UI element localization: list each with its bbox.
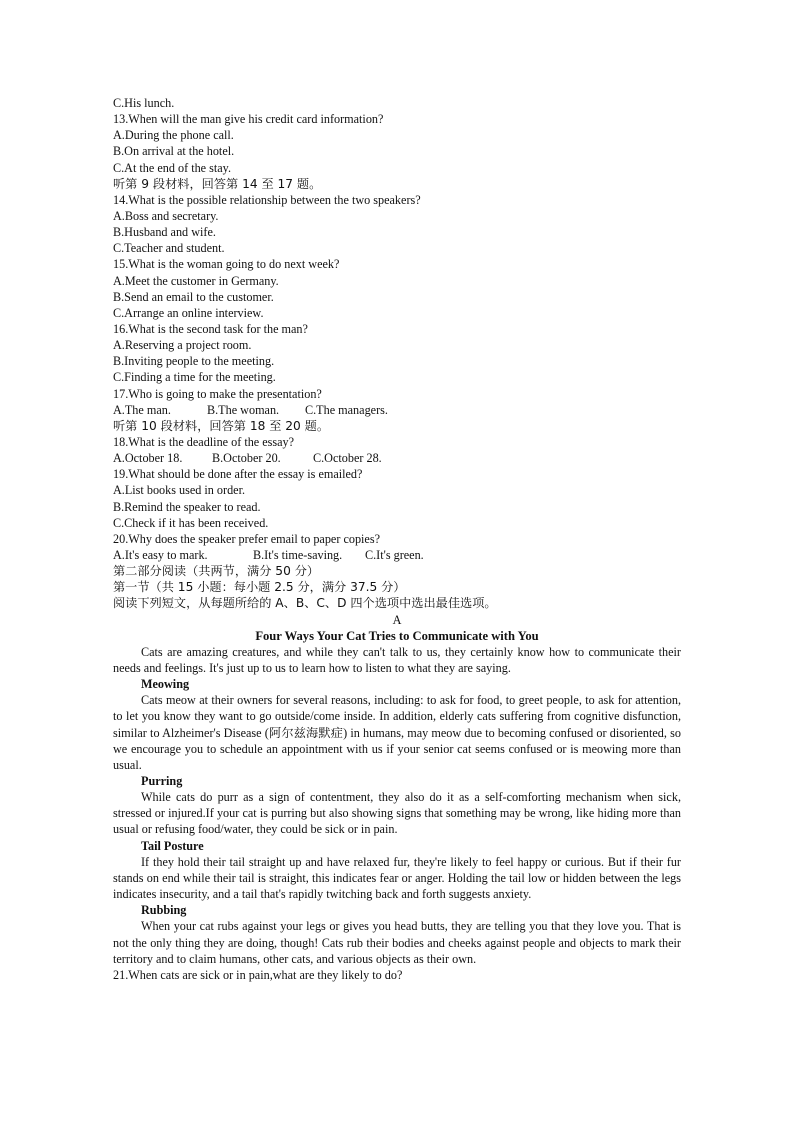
passage-intro: Cats are amazing creatures, and while they can't talk to us, they certainly know how to communicate their needs and feelings. It's just up to us to learn how to listen to what they are saying.	[113, 644, 681, 675]
option-line: A.Reserving a project room.	[113, 338, 252, 353]
option-c: C.October 28.	[313, 451, 382, 466]
section-text-purring: While cats do purr as a sign of contentment, they also do it as a self-comforting mechanism when sick, stressed or injured.If your cat is purring but also showing signs that something may be wrong, like hiding more than usual or refusing food/water, they could be sick or in pain.	[113, 790, 681, 837]
q17-options	[113, 402, 681, 418]
question-line: 13.When will the man give his credit card information?	[113, 112, 384, 127]
option-line: B.Remind the speaker to read.	[113, 499, 261, 514]
option-a: A.It's easy to mark.	[113, 547, 208, 562]
section-heading-tail-posture: Tail Posture	[141, 838, 204, 853]
option-line: B.Inviting people to the meeting.	[113, 354, 275, 369]
option-line: A.List books used in order.	[113, 483, 246, 498]
option-c: C.It's green.	[365, 547, 424, 562]
option-line: C.His lunch.	[113, 96, 175, 110]
question-line: 18.What is the deadline of the essay?	[113, 434, 295, 449]
option-line: B.Husband and wife.	[113, 225, 216, 240]
question-line: 14.What is the possible relationship between the two speakers?	[113, 192, 421, 207]
part-title: 第二部分阅读（共两节，满分 50 分）	[113, 564, 320, 579]
option-line: B.On arrival at the hotel.	[113, 144, 235, 159]
option-b: B.October 20.	[212, 451, 281, 466]
instructions: 阅读下列短文，从每题所给的 A、B、C、D 四个选项中选出最佳选项。	[113, 596, 497, 611]
section-heading-purring: Purring	[141, 774, 183, 789]
section-text-meowing: Cats meow at their owners for several reasons, including: to ask for food, to greet people, to ask for attention, to let you know they want to go outside/come inside. In addition, elderly cats suffering from cognitive disfunction, similar to Alzheimer's Disease (阿尔兹海默症) in humans, may meow due to becoming confused or disoriented, so we encourage you to schedule an appointment with us if your senior cat seems confused or is meowing more than usual.	[113, 693, 681, 772]
option-line: C.Arrange an online interview.	[113, 305, 264, 320]
question-line: 19.What should be done after the essay is emailed?	[113, 467, 363, 482]
option-line: A.During the phone call.	[113, 128, 234, 143]
option-b: B.It's time-saving.	[253, 547, 343, 562]
section-text-tail-posture: If they hold their tail straight up and have relaxed fur, they're likely to feel happy or curious. But if their fur stands on end while their tail is straight, this indicates fear or anger. Holding the tail low or hidden between the legs indicates insecurity, and a tail that's rapidly twitching back and forth suggests anxiety.	[113, 854, 681, 902]
option-a: A.October 18.	[113, 451, 183, 466]
passage-title: Four Ways Your Cat Tries to Communicate with You	[255, 628, 539, 643]
exam-page	[113, 95, 681, 983]
question-line: 21.When cats are sick or in pain,what are they likely to do?	[113, 967, 403, 982]
q18-options	[113, 450, 681, 466]
section-instruction: 听第 10 段材料，回答第 18 至 20 题。	[113, 418, 330, 433]
option-line: C.At the end of the stay.	[113, 160, 232, 175]
passage-label: A	[392, 612, 402, 627]
section-heading-rubbing: Rubbing	[141, 903, 187, 918]
option-c: C.The managers.	[305, 402, 388, 417]
option-a: A.The man.	[113, 402, 171, 417]
section-text-rubbing: When your cat rubs against your legs or gives you head butts, they are telling you that they love you. That is not the only thing they are doing, though! Cats rub their bodies and cheeks against people and objects to mark their territory and to claim humans, other cats, and various objects as their own.	[113, 919, 681, 966]
question-line: 15.What is the woman going to do next week?	[113, 257, 340, 272]
option-line: C.Check if it has been received.	[113, 515, 269, 530]
option-b: B.The woman.	[207, 402, 280, 417]
option-line: A.Meet the customer in Germany.	[113, 273, 279, 288]
option-line: A.Boss and secretary.	[113, 208, 219, 223]
option-line: C.Finding a time for the meeting.	[113, 370, 276, 385]
section-instruction: 听第 9 段材料，回答第 14 至 17 题。	[113, 176, 322, 191]
section-title: 第一节（共 15 小题：每小题 2.5 分，满分 37.5 分）	[113, 580, 406, 595]
option-line: C.Teacher and student.	[113, 241, 225, 256]
question-line: 20.Why does the speaker prefer email to paper copies?	[113, 531, 380, 546]
q20-options	[113, 547, 681, 563]
section-heading-meowing: Meowing	[141, 677, 190, 692]
question-line: 16.What is the second task for the man?	[113, 321, 308, 336]
question-line: 17.Who is going to make the presentation?	[113, 386, 322, 401]
option-line: B.Send an email to the customer.	[113, 289, 274, 304]
